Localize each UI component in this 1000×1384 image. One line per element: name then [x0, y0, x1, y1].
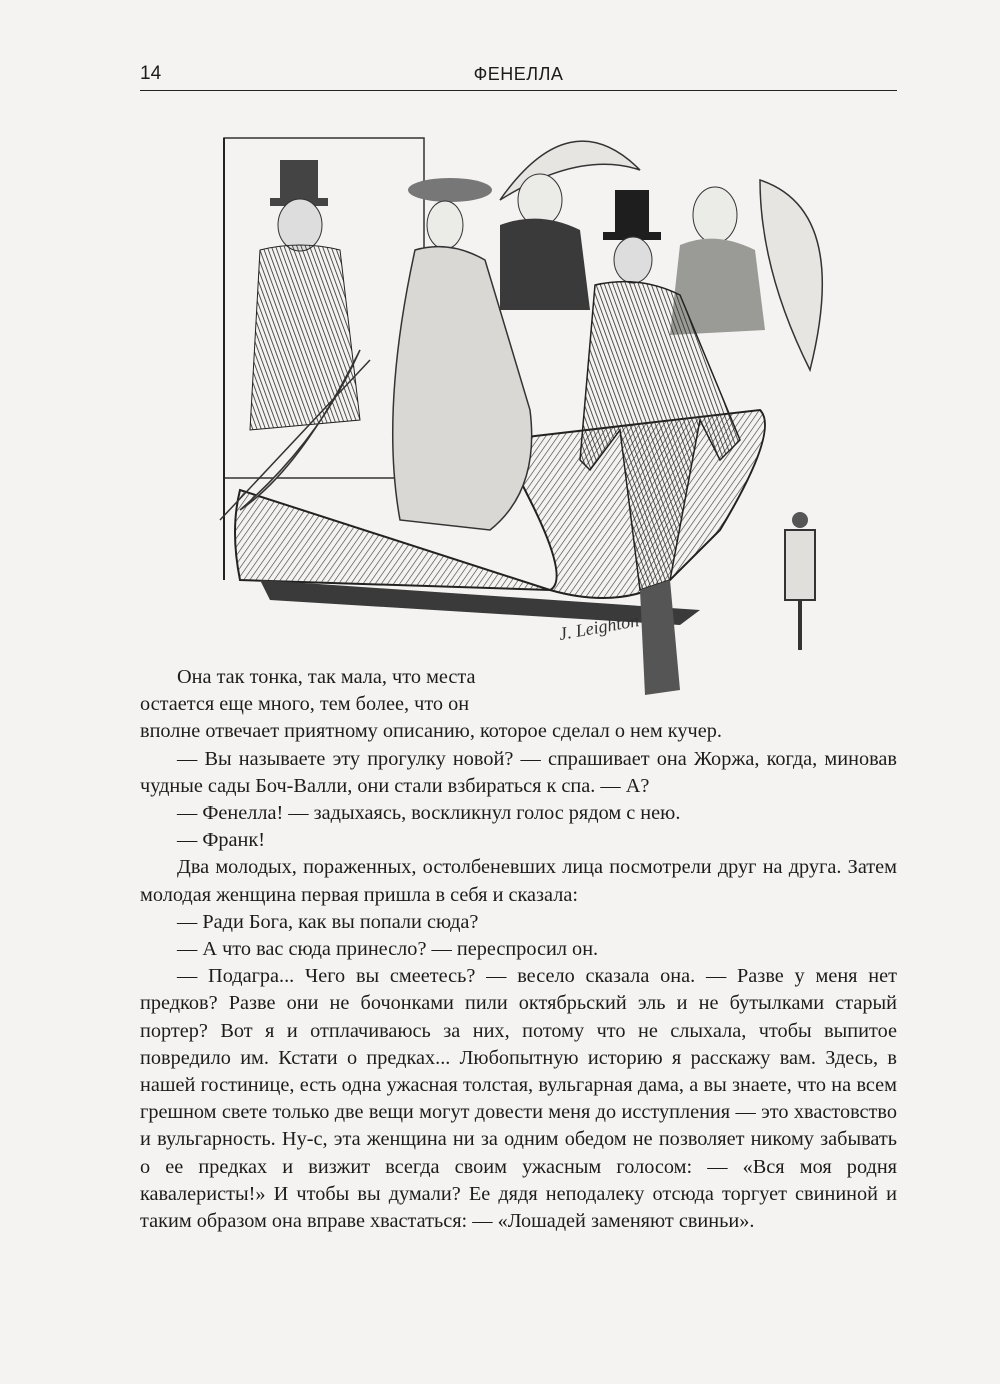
parasol-right [760, 180, 822, 370]
running-title: ФЕНЕЛЛА [473, 64, 564, 84]
paragraph: — Франк! [177, 829, 265, 852]
paragraph: — Подагра... Чего вы смеетесь? — весело сказала она. — Разве у меня нет предков? Разве они не бочонками пили октябрьский эль и не бутылками старый портер? Вот я и отплачиваюсь за них, потому что не слыхала, чтобы выпитое повредило им. Кстати о предках... Любопытную историю я расскажу вам. Здесь, в нашей гостинице, есть одна ужасная толстая, вульгарная дама, а вы знаете, что на всем грешном свете только две вещи могут довести меня до исступления — это хвастовство и вульгарность. Ну-с, эта женщина ни за одним обедом не позволяет никому забывать о ее предках и визжит всегда своим ужасным голосом: — «Вся моя родня кавалеристы!» И чтобы вы думали? Ее дядя неподалеку отсюда торгует свининой и таким образом она вправе хвастаться: — «Лошадей заменяют свиньи». [140, 965, 897, 1233]
wrap-line-2: остается еще много, тем более, что он [140, 693, 470, 716]
artist-signature: J. Leighton [557, 610, 641, 644]
paragraph: — Ради Бога, как вы попали сюда? [177, 910, 479, 933]
body-text [140, 664, 897, 1235]
wrap-line-1: Она так тонка, так мала, что места [177, 666, 476, 688]
running-head [140, 62, 897, 91]
page-number: 14 [140, 63, 162, 84]
wrap-continuation: вполне отвечает приятному описанию, которое сделал о нем кучер. [140, 720, 722, 743]
paragraph: — Вы называете эту прогулку новой? — спрашивает она Жоржа, когда, миновав чудные сады Боч-Валли, они стали взбираться к спа. — А? [140, 747, 897, 797]
paragraph: Два молодых, пораженных, остолбеневших лица посмотрели друг на друга. Затем молодая женщина первая пришла в себя и сказала: [140, 856, 897, 906]
paragraph: — Фенелла! — задыхаясь, воскликнул голос рядом с нею. [177, 802, 681, 825]
paragraph: — А что вас сюда принесло? — переспросил он. [177, 938, 599, 961]
illustration [200, 110, 850, 700]
